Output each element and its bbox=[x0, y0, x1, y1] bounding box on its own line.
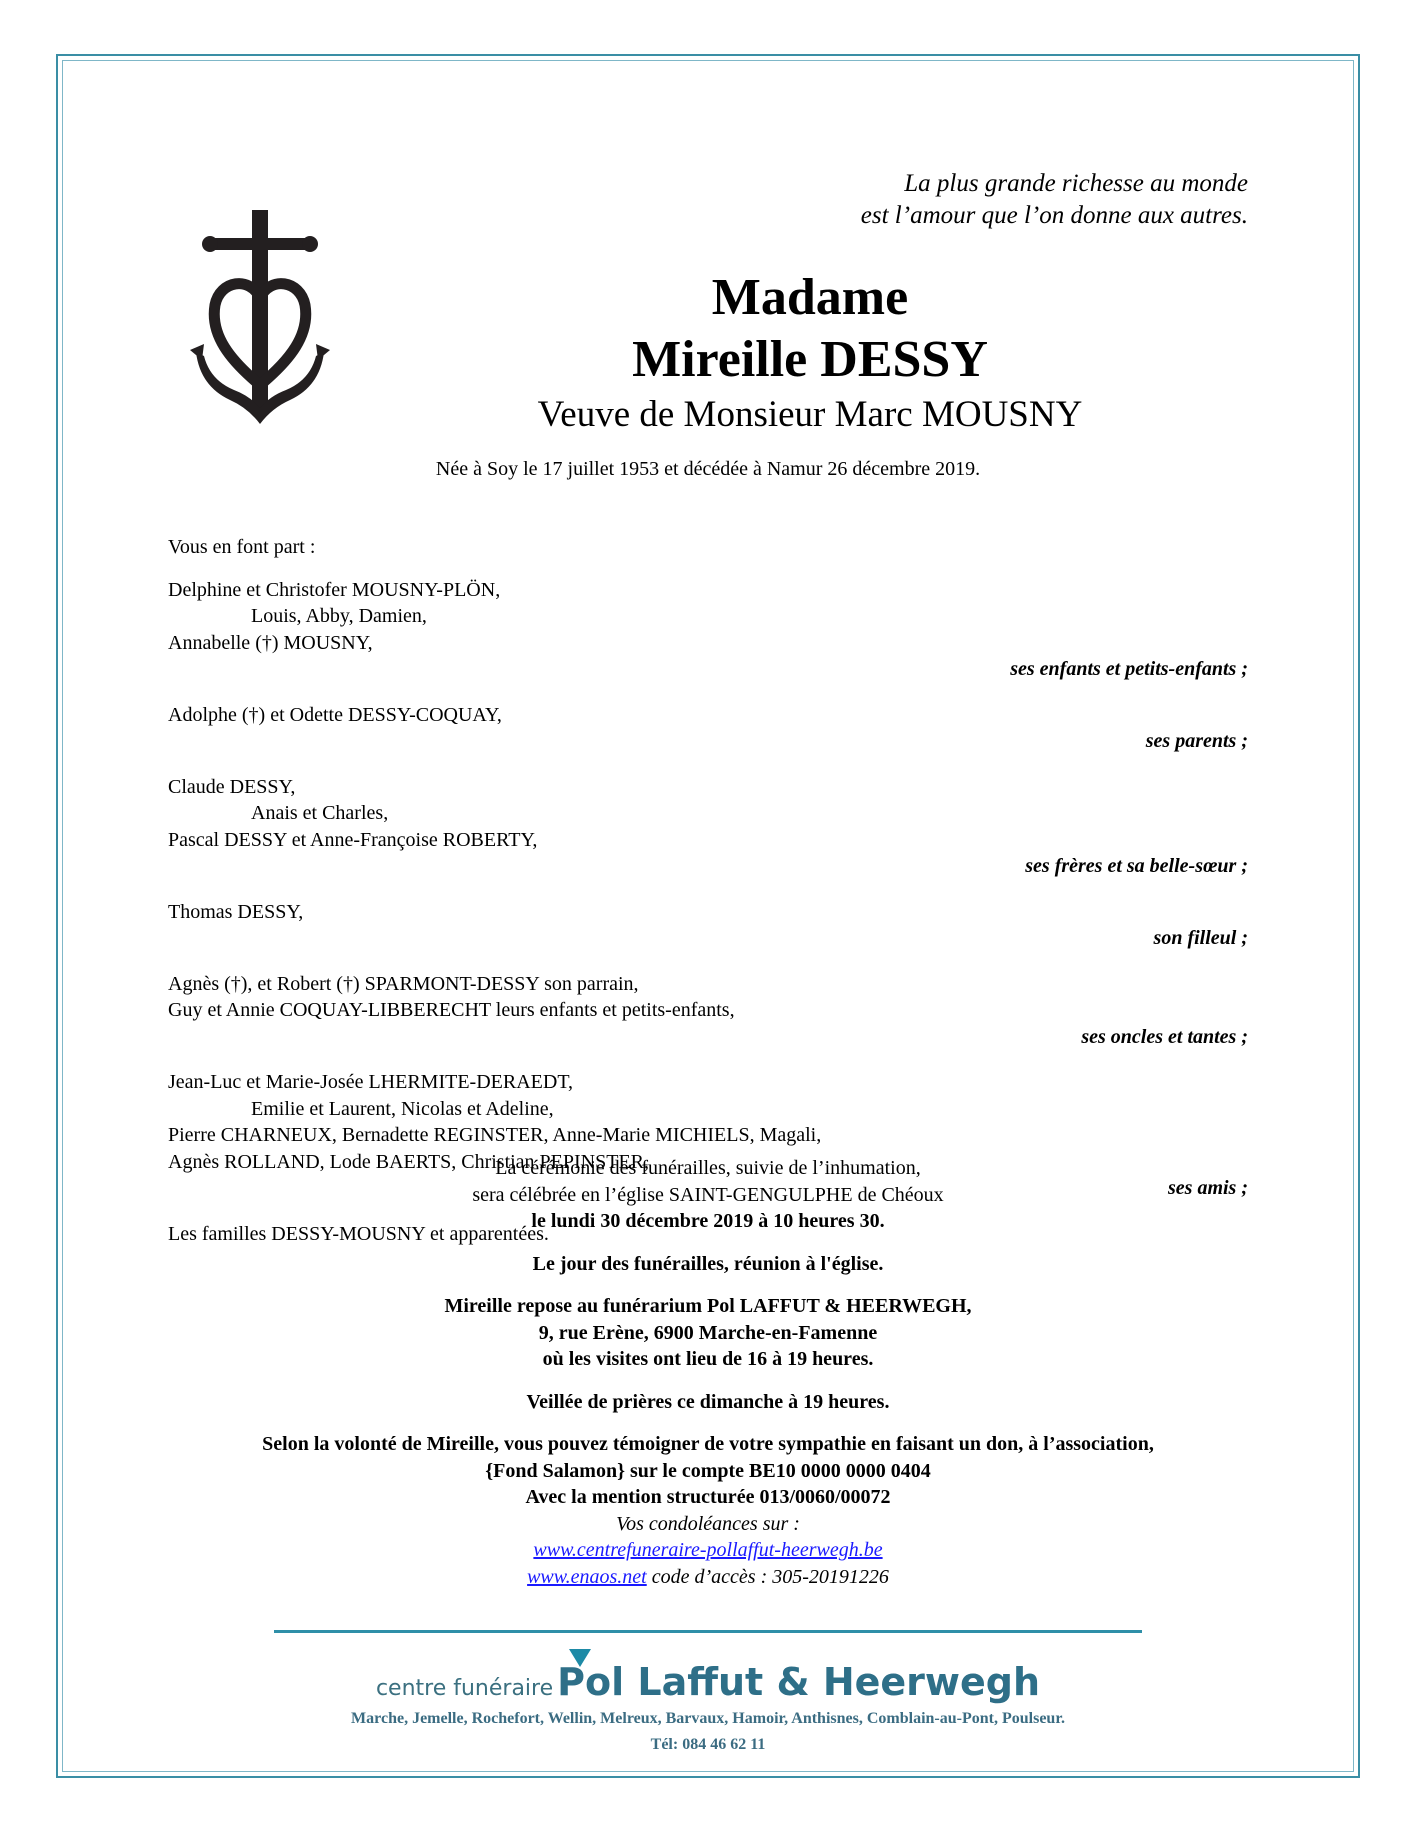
ceremony-line-1: La cérémonie des funérailles, suivie de l’inhumation, bbox=[495, 1157, 921, 1179]
family-member-line: Agnès (†), et Robert (†) SPARMONT-DESSY son parrain, bbox=[168, 972, 639, 995]
footer-brand-name: Pol Laffut & Heerwegh bbox=[557, 1660, 1041, 1704]
family-member-line: Pierre CHARNEUX, Bernadette REGINSTER, Anne-Marie MICHIELS, Magali, bbox=[168, 1124, 822, 1146]
footer-divider bbox=[274, 1630, 1142, 1633]
family-member-line: Claude DESSY, bbox=[168, 775, 296, 798]
family-list bbox=[168, 534, 1248, 1247]
family-member-line: Louis, Abby, Damien, bbox=[251, 605, 427, 627]
family-member-line: Jean-Luc et Marie-Josée LHERMITE-DERAEDT, bbox=[168, 1071, 574, 1093]
family-intro: Vous en font part : bbox=[168, 536, 316, 558]
relation-label: ses oncles et tantes ; bbox=[1081, 1025, 1248, 1048]
ceremony-line-2: sera célébrée en l’église SAINT-GENGULPHE de Chéoux bbox=[472, 1183, 944, 1206]
funeral-home-link[interactable]: www.centrefuneraire-pollaffut-heerwegh.be bbox=[533, 1539, 883, 1561]
family-member-line: Emilie et Laurent, Nicolas et Adeline, bbox=[251, 1097, 554, 1120]
ceremony-info bbox=[0, 1155, 1416, 1590]
enaos-link[interactable]: www.enaos.net bbox=[527, 1565, 647, 1588]
vigil-note: Veillée de prières ce dimanche à 19 heures. bbox=[526, 1390, 890, 1413]
honorific-title: Madame bbox=[711, 269, 909, 326]
relation-label: ses enfants et petits-enfants ; bbox=[1010, 658, 1248, 680]
family-member-line: Pascal DESSY et Anne-Françoise ROBERTY, bbox=[168, 828, 538, 851]
family-member-line: Thomas DESSY, bbox=[168, 900, 304, 923]
relation-label: ses parents ; bbox=[1145, 730, 1248, 752]
quote-line-2: est l’amour que l’on donne aux autres. bbox=[860, 202, 1248, 229]
family-member-line: Guy et Annie COQUAY-LIBBERECHT leurs enfants et petits-enfants, bbox=[168, 999, 735, 1021]
epigraph-quote bbox=[861, 168, 1248, 232]
footer-cities: Marche, Jemelle, Rochefort, Wellin, Melreux, Barvaux, Hamoir, Anthisnes, Comblain-au-Pont, Poulseur. bbox=[351, 1710, 1065, 1727]
footer-phone: Tél: 084 46 62 11 bbox=[650, 1736, 766, 1753]
access-code: code d’accès : 305-20191226 bbox=[646, 1565, 889, 1588]
family-member-line: Annabelle (†) MOUSNY, bbox=[168, 631, 373, 654]
family-member-line: Adolphe (†) et Odette DESSY-COQUAY, bbox=[168, 703, 502, 726]
quote-line-1: La plus grande richesse au monde bbox=[904, 170, 1248, 197]
deceased-name: Mireille DESSY bbox=[632, 331, 988, 388]
ceremony-date: le lundi 30 décembre 2019 à 10 heures 30. bbox=[531, 1210, 885, 1232]
relation-label: son filleul ; bbox=[1153, 927, 1248, 949]
family-member-line: Delphine et Christofer MOUSNY-PLÖN, bbox=[168, 578, 501, 601]
funerarium-line-1: Mireille repose au funérarium Pol LAFFUT & HEERWEGH, bbox=[444, 1295, 972, 1317]
relation-label: ses amis ; bbox=[1168, 1177, 1248, 1199]
family-member-line: Anais et Charles, bbox=[251, 802, 389, 824]
gathering-note: Le jour des funérailles, réunion à l'église. bbox=[532, 1252, 884, 1275]
condolences-label: Vos condoléances sur : bbox=[616, 1512, 800, 1535]
footer-small-label: centre funéraire bbox=[375, 1676, 554, 1701]
widow-line: Veuve de Monsieur Marc MOUSNY bbox=[537, 394, 1083, 435]
camargue-cross-icon bbox=[190, 210, 330, 425]
donation-line-3: Avec la mention structurée 013/0060/00072 bbox=[525, 1486, 891, 1508]
funerarium-address: 9, rue Erène, 6900 Marche-en-Famenne bbox=[538, 1321, 878, 1344]
visiting-hours: où les visites ont lieu de 16 à 19 heures. bbox=[542, 1348, 874, 1370]
donation-line-1: Selon la volonté de Mireille, vous pouvez témoigner de votre sympathie en faisant un don, à l’association, bbox=[262, 1433, 1154, 1455]
family-member-line: Agnès ROLLAND, Lode BAERTS, Christian PEPINSTER, bbox=[168, 1150, 650, 1173]
birth-death-line: Née à Soy le 17 juillet 1953 et décédée à Namur 26 décembre 2019. bbox=[435, 458, 981, 480]
relation-label: ses frères et sa belle-sœur ; bbox=[1025, 855, 1248, 877]
family-member-line: Les familles DESSY-MOUSNY et apparentées. bbox=[168, 1222, 549, 1245]
donation-line-2: {Fond Salamon} sur le compte BE10 0000 0000 0404 bbox=[485, 1459, 931, 1482]
footer-logo bbox=[0, 1660, 1416, 1704]
